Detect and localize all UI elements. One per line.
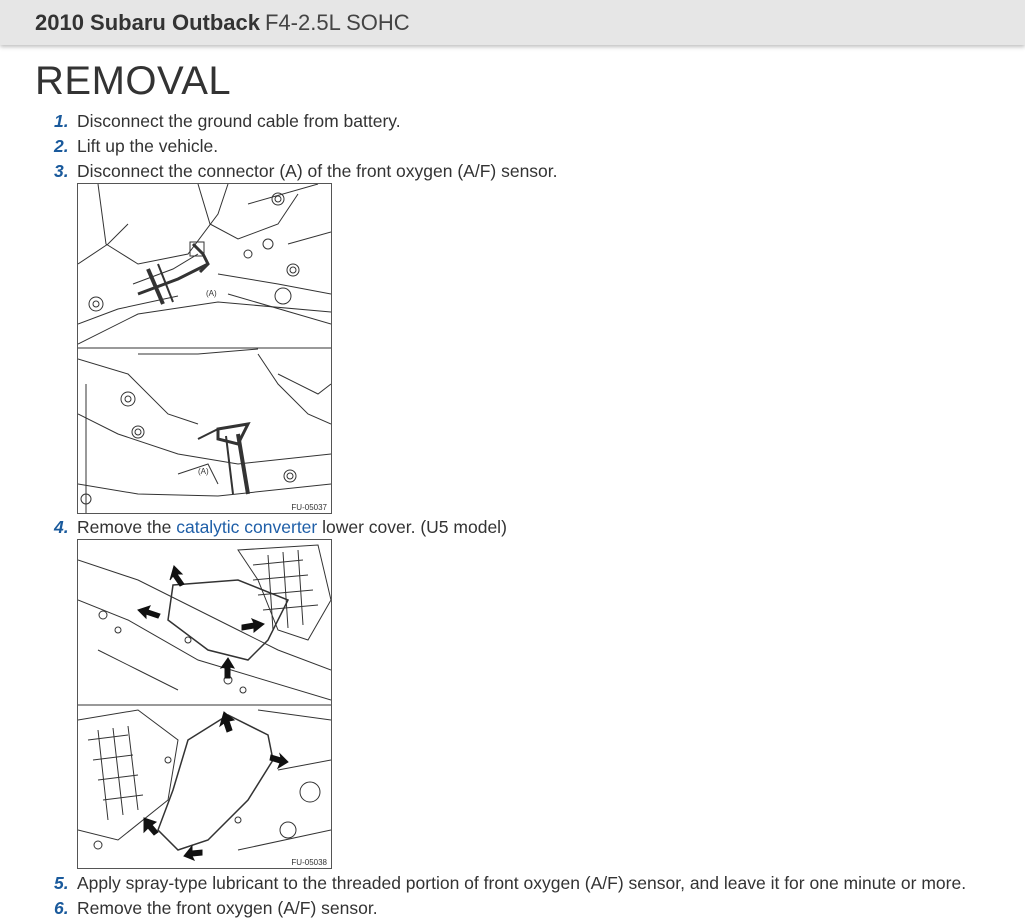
step-text: Apply spray-type lubricant to the threaded portion of front oxygen (A/F) sensor, and leave it for one minute or more. (77, 873, 967, 893)
vehicle-title (35, 9, 410, 37)
figure-code: FU-05037 (291, 503, 327, 512)
section-title: REMOVAL (35, 59, 232, 103)
step-number: 4. (54, 517, 69, 537)
step-number: 3. (54, 161, 69, 181)
step-number: 2. (54, 136, 69, 156)
figure-lower-cover (77, 539, 332, 869)
engine-bay-illustration (78, 184, 331, 513)
catalytic-converter-link[interactable]: catalytic converter (176, 517, 318, 537)
step-text: Lift up the vehicle. (77, 136, 219, 156)
figure-connector-location (77, 183, 332, 514)
page-header (0, 0, 1025, 45)
step-text: Remove the front oxygen (A/F) sensor. (77, 898, 378, 918)
step-number: 1. (54, 111, 69, 131)
step-text: Disconnect the ground cable from battery. (77, 111, 401, 131)
step-text-after: lower cover. (U5 model) (317, 517, 507, 537)
step-text-before: Remove the (77, 517, 177, 537)
step-number: 6. (54, 898, 69, 918)
vehicle-model: 2010 Subaru Outback (35, 10, 260, 35)
figure-code: FU-05038 (291, 858, 327, 867)
callout-a-bottom: (A) (198, 467, 209, 476)
callout-a-top: (A) (206, 289, 217, 298)
catalytic-converter-cover-illustration (78, 540, 331, 868)
step-text: Disconnect the connector (A) of the front oxygen (A/F) sensor. (77, 161, 558, 181)
step-text (77, 516, 507, 538)
step-number: 5. (54, 873, 69, 893)
engine-spec: F4-2.5L SOHC (264, 10, 410, 35)
